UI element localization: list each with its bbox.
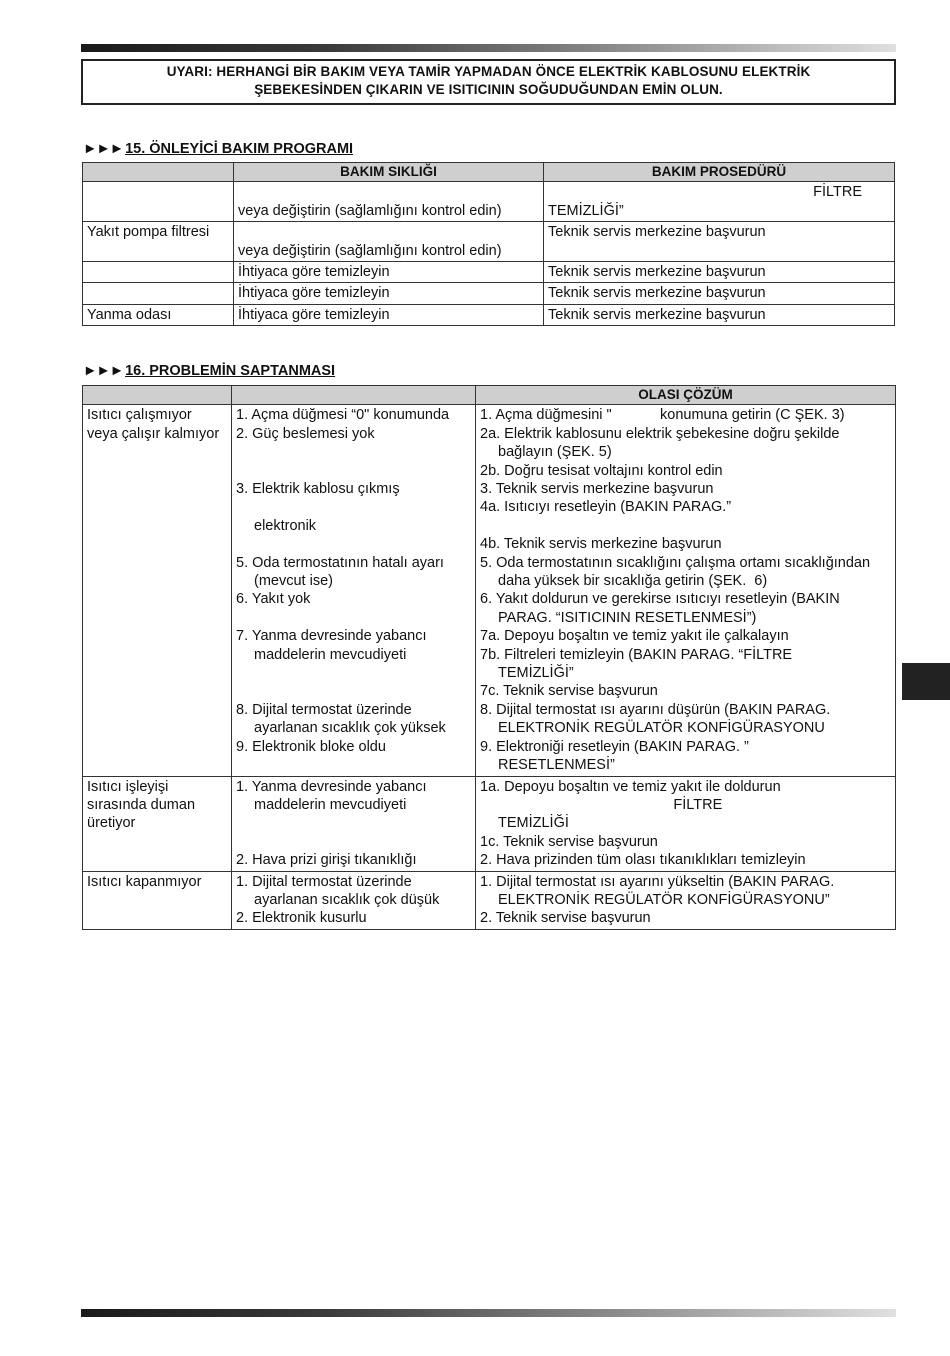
solution-line: 8. Dijital termostat ısı ayarını düşürün (BAKIN PARAG. bbox=[480, 701, 831, 718]
cause-line bbox=[236, 833, 471, 851]
problem-text: Isıtıcı işleyişi bbox=[87, 778, 169, 795]
cause-line: maddelerin mevcudiyeti bbox=[254, 646, 407, 663]
cause-cell bbox=[232, 776, 476, 871]
solution-line: 1. Açma düğmesini " konumuna getirin (C ŞEK. 3) bbox=[480, 407, 845, 424]
section-16-title: 16. PROBLEMİN SAPTANMASI bbox=[125, 363, 336, 379]
solution-cell bbox=[476, 405, 896, 776]
solution-line: 7a. Depoyu boşaltın ve temiz yakıt ile çalkalayın bbox=[480, 628, 789, 645]
solution-line: TEMİZLİĞİ bbox=[498, 815, 569, 832]
table-header-row bbox=[83, 386, 896, 405]
table-row bbox=[83, 304, 895, 325]
solution-line bbox=[480, 517, 891, 535]
solution-line: PARAG. “ISITICININ RESETLENMESİ”) bbox=[498, 609, 757, 626]
problem-cell bbox=[83, 776, 232, 871]
cause-line bbox=[236, 462, 471, 480]
cause-line bbox=[236, 609, 471, 627]
solution-cell bbox=[476, 871, 896, 929]
table-cell: Teknik servis merkezine başvurun bbox=[544, 304, 895, 325]
table-cell bbox=[83, 182, 234, 222]
solution-line: 2. Teknik servise başvurun bbox=[480, 910, 651, 927]
solution-line: TEMİZLİĞİ” bbox=[498, 665, 574, 682]
maintenance-table bbox=[82, 162, 895, 326]
header-cell bbox=[83, 386, 232, 405]
table-row bbox=[83, 871, 896, 929]
table-row bbox=[83, 222, 895, 262]
solution-line: bağlayın (ŞEK. 5) bbox=[498, 444, 612, 461]
header-cell: BAKIM PROSEDÜRÜ bbox=[544, 163, 895, 182]
table-cell: Yakıt pompa filtresi bbox=[83, 222, 234, 262]
header-cell bbox=[232, 386, 476, 405]
solution-line: 2b. Doğru tesisat voltajını kontrol edin bbox=[480, 462, 723, 479]
cause-line: 8. Dijital termostat üzerinde bbox=[236, 701, 412, 718]
warning-box bbox=[81, 59, 896, 105]
table-cell: Teknik servis merkezine başvurun bbox=[544, 222, 895, 262]
solution-line: 4a. Isıtıcıyı resetleyin (BAKIN PARAG.” bbox=[480, 499, 732, 516]
bottom-rule bbox=[81, 1309, 896, 1317]
cause-line bbox=[236, 814, 471, 832]
cause-line: 5. Oda termostatının hatalı ayarı bbox=[236, 554, 444, 571]
table-cell: İhtiyaca göre temizleyin bbox=[234, 304, 544, 325]
solution-line: 5. Oda termostatının sıcaklığını çalışma ortamı sıcaklığından bbox=[480, 554, 871, 571]
problem-text: sırasında duman bbox=[87, 796, 196, 813]
warning-line-2: ŞEBEKESİNDEN ÇIKARIN VE ISITICININ SOĞUDUĞUNDAN EMİN OLUN. bbox=[254, 82, 723, 97]
table-cell: Teknik servis merkezine başvurun bbox=[544, 262, 895, 283]
table-cell: İhtiyaca göre temizleyin bbox=[234, 262, 544, 283]
cause-line: ayarlanan sıcaklık çok düşük bbox=[254, 891, 440, 908]
cause-line: 1. Açma düğmesi “0" konumunda bbox=[236, 407, 450, 424]
cause-line: 7. Yanma devresinde yabancı bbox=[236, 628, 427, 645]
problem-text: üretiyor bbox=[87, 815, 136, 832]
cause-cell bbox=[232, 405, 476, 776]
section-15-heading bbox=[83, 141, 353, 157]
cause-line: elektronik bbox=[254, 517, 317, 534]
top-rule bbox=[81, 44, 896, 52]
cause-line: maddelerin mevcudiyeti bbox=[254, 796, 407, 813]
cause-line: 2. Hava prizi girişi tıkanıklığı bbox=[236, 852, 417, 869]
cause-line: 9. Elektronik bloke oldu bbox=[236, 738, 386, 755]
cause-line: 2. Güç beslemesi yok bbox=[236, 425, 375, 442]
solution-line: 6. Yakıt doldurun ve gerekirse ısıtıcıyı resetleyin (BAKIN bbox=[480, 591, 840, 608]
cause-cell bbox=[232, 871, 476, 929]
header-cell: OLASI ÇÖZÜM bbox=[476, 386, 896, 405]
table-header-row bbox=[83, 163, 895, 182]
solution-line: ELEKTRONİK REGÜLATÖR KONFİGÜRASYONU” bbox=[498, 891, 830, 908]
solution-line: FİLTRE bbox=[480, 796, 723, 813]
solution-line: ELEKTRONİK REGÜLATÖR KONFİGÜRASYONU bbox=[498, 720, 825, 737]
cause-line: ayarlanan sıcaklık çok yüksek bbox=[254, 720, 446, 737]
header-cell: BAKIM SIKLIĞI bbox=[234, 163, 544, 182]
table-cell: veya değiştirin (sağlamlığını kontrol edin) bbox=[234, 182, 544, 222]
cause-line: (mevcut ise) bbox=[254, 573, 333, 589]
arrow-icons: ►►► bbox=[83, 141, 124, 157]
solution-line: 7b. Filtreleri temizleyin (BAKIN PARAG. “FİLTRE bbox=[480, 646, 793, 663]
warning-line-1: UYARI: HERHANGİ BİR BAKIM VEYA TAMİR YAPMADAN ÖNCE ELEKTRİK KABLOSUNU ELEKTRİK bbox=[166, 64, 811, 79]
cause-line: 3. Elektrik kablosu çıkmış bbox=[236, 481, 400, 497]
solution-line: 1. Dijital termostat ısı ayarını yükseltin (BAKIN PARAG. bbox=[480, 873, 835, 890]
cause-line: 1. Dijital termostat üzerinde bbox=[236, 873, 412, 890]
cause-line bbox=[236, 664, 471, 682]
solution-line: 1a. Depoyu boşaltın ve temiz yakıt ile doldurun bbox=[480, 778, 781, 795]
solution-line: 3. Teknik servis merkezine başvurun bbox=[480, 481, 714, 498]
table-cell: Yanma odası bbox=[83, 304, 234, 325]
table-row bbox=[83, 283, 895, 304]
solution-line: 2. Hava prizinden tüm olası tıkanıklıkları temizleyin bbox=[480, 852, 806, 869]
solution-line: 7c. Teknik servise başvurun bbox=[480, 683, 658, 700]
solution-line: daha yüksek bir sıcaklığa getirin (ŞEK. 6) bbox=[498, 573, 768, 590]
table-cell: veya değiştirin (sağlamlığını kontrol edin) bbox=[234, 222, 544, 262]
solution-cell bbox=[476, 776, 896, 871]
table-row bbox=[83, 182, 895, 222]
table-row bbox=[83, 262, 895, 283]
problem-text: Isıtıcı çalışmıyor bbox=[87, 407, 192, 424]
problem-text: veya çalışır kalmıyor bbox=[87, 425, 220, 442]
solution-line: 1c. Teknik servise başvurun bbox=[480, 833, 658, 850]
section-tab-marker bbox=[902, 663, 950, 700]
header-cell bbox=[83, 163, 234, 182]
cause-line: 6. Yakıt yok bbox=[236, 591, 311, 608]
solution-line: 2a. Elektrik kablosunu elektrik şebekesine doğru şekilde bbox=[480, 425, 840, 442]
table-cell: FİLTRE TEMİZLİĞİ” bbox=[544, 182, 895, 222]
section-16-heading bbox=[83, 363, 335, 379]
cause-line: 1. Yanma devresinde yabancı bbox=[236, 778, 427, 795]
solution-line: RESETLENMESİ” bbox=[498, 757, 615, 774]
table-cell bbox=[83, 283, 234, 304]
cause-line bbox=[236, 682, 471, 700]
solution-line: 4b. Teknik servis merkezine başvurun bbox=[480, 536, 722, 553]
table-cell: İhtiyaca göre temizleyin bbox=[234, 283, 544, 304]
problem-cell bbox=[83, 405, 232, 776]
cause-line bbox=[236, 498, 471, 516]
problem-text: Isıtıcı kapanmıyor bbox=[87, 873, 202, 890]
section-15-title: 15. ÖNLEYİCİ BAKIM PROGRAMI bbox=[125, 141, 354, 157]
problem-cell bbox=[83, 871, 232, 929]
troubleshooting-table bbox=[82, 385, 896, 930]
cause-line bbox=[236, 535, 471, 553]
solution-line: 9. Elektroniği resetleyin (BAKIN PARAG. ” bbox=[480, 738, 749, 755]
arrow-icons: ►►► bbox=[83, 363, 124, 379]
cause-line bbox=[236, 756, 471, 774]
table-cell bbox=[83, 262, 234, 283]
cause-line bbox=[236, 443, 471, 461]
cause-line: 2. Elektronik kusurlu bbox=[236, 910, 367, 927]
table-row bbox=[83, 776, 896, 871]
table-row bbox=[83, 405, 896, 776]
table-cell: Teknik servis merkezine başvurun bbox=[544, 283, 895, 304]
